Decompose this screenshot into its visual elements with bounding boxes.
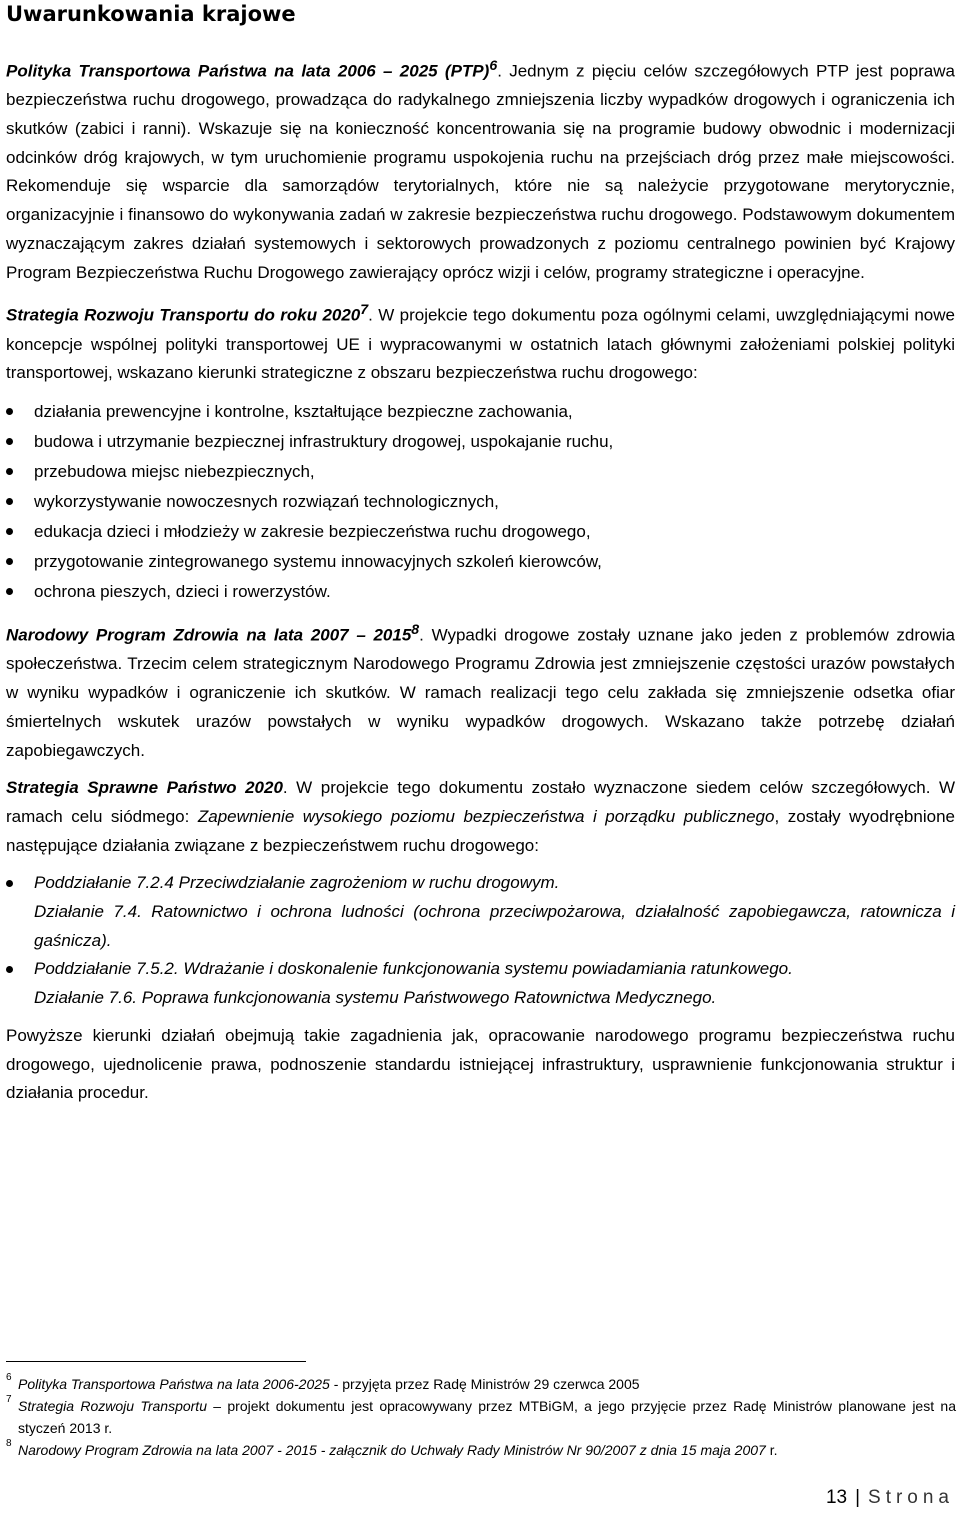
- npz-text: . Wypadki drogowe zostały uznane jako jeden z problemów zdrowia społeczeństwa. Trzecim celem strategicznym Narodowego Programu Zdrowia jest zmniejszenie częstości urazów powstałych w wyniku wypadków i ograniczenie ich skutków. W ramach realizacji tego celu zakłada się zmniejszenie odsetka ofiar śmiertelnych wskutek urazów powstałych w wyniku wypadków drogowych. Wskazano także potrzebę działań zapobiegawczych.: [6, 625, 956, 760]
- document-body: [6, 52, 955, 1117]
- list-item: wykorzystywanie nowoczesnych rozwiązań technologicznych,: [6, 487, 955, 517]
- bullet-icon: [6, 588, 13, 595]
- list-item: przebudowa miejsc niebezpiecznych,: [6, 457, 955, 487]
- bullet-icon: [6, 408, 13, 415]
- section-title: Uwarunkowania krajowe: [6, 2, 296, 26]
- bullet-icon: [6, 498, 13, 505]
- bullet-icon: [6, 468, 13, 475]
- ptp-heading: Polityka Transportowa Państwa na lata 2006 – 2025 (PTP): [6, 61, 490, 81]
- footnote-ref-6: 6: [489, 58, 498, 74]
- bullet-icon: [6, 558, 13, 565]
- list-item: budowa i utrzymanie bezpiecznej infrastruktury drogowej, uspokajanie ruchu,: [6, 427, 955, 457]
- footnote-8: 8 Narodowy Program Zdrowia na lata 2007 - 2015 - załącznik do Uchwały Rady Ministrów Nr 90/2007 z dnia 15 maja 2007 r.: [6, 1438, 778, 1458]
- ssp-goal-italic: Zapewnienie wysokiego poziomu bezpieczeństwa i porządku publicznego: [197, 806, 775, 826]
- page-number-label: Strona: [868, 1487, 954, 1508]
- ssp-text-b: , zostały wyodrębnione następujące działania związane z bezpieczeństwem ruchu drogowego:: [6, 806, 955, 855]
- list-item: działania prewencyjne i kontrolne, kształtujące bezpieczne zachowania,: [6, 397, 955, 427]
- paragraph-ptp: [6, 52, 955, 287]
- paragraph-srt: [6, 296, 955, 388]
- srt-bullet-list: [6, 397, 955, 607]
- page-number-value: 13: [825, 1487, 848, 1508]
- list-item: ochrona pieszych, dzieci i rowerzystów.: [6, 577, 955, 607]
- ssp-heading: Strategia Sprawne Państwo 2020: [6, 778, 283, 798]
- srt-heading: Strategia Rozwoju Transportu do roku 2020: [6, 305, 361, 325]
- page-number-separator: |: [855, 1487, 861, 1508]
- bullet-icon: [6, 880, 13, 887]
- footnote-ref-8: 8: [411, 622, 420, 639]
- bullet-icon: [6, 528, 13, 535]
- list-item: edukacja dzieci i młodzieży w zakresie bezpieczeństwa ruchu drogowego,: [6, 517, 955, 547]
- bullet-icon: [6, 438, 13, 445]
- ssp-text-a: . W projekcie tego dokumentu zostało wyznaczone siedem celów szczegółowych. W ramach celu siódmego:: [6, 778, 955, 826]
- srt-text: . W projekcie tego dokumentu poza ogólnymi celami, uwzględniającymi nowe koncepcje wspólnej polityki transportowej UE i wypracowanymi w ostatnich latach głównymi założeniami polskiej polityki transportowej, wskazano kierunki strategiczne z obszaru bezpieczeństwa ruchu drogowego:: [6, 305, 955, 383]
- page-number: [826, 1487, 954, 1509]
- paragraph-ssp: [6, 774, 955, 860]
- ssp-bullet-list: [6, 869, 955, 1013]
- footnote-7: 7 Strategia Rozwoju Transportu – projekt dokumentu jest opracowywany przez MTBiGM, a jego przyjęcie przez Radę Ministrów planowane jest na styczeń 2013 r.: [6, 1394, 956, 1436]
- footnotes: [6, 1373, 956, 1461]
- footnote-ref-7: 7: [360, 302, 369, 319]
- footnote-6: 6 Polityka Transportowa Państwa na lata 2006-2025 - przyjęta przez Radę Ministrów 29 czerwca 2005: [6, 1372, 640, 1392]
- paragraph-summary: Powyższe kierunki działań obejmują takie zagadnienia jak, opracowanie narodowego programu bezpieczeństwa ruchu drogowego, ujednolicenie prawa, podnoszenie standardu istniejącej infrastruktury, usprawnienie funkcjonowania struktur i działania procedur.: [6, 1025, 955, 1103]
- list-item: Poddziałanie 7.5.2. Wdrażanie i doskonalenie funkcjonowania systemu powiadamiania ratunkowego. Działanie 7.6. Poprawa funkcjonowania systemu Państwowego Ratownictwa Medycznego.: [6, 955, 955, 1012]
- paragraph-npz: [6, 616, 955, 765]
- npz-heading: Narodowy Program Zdrowia na lata 2007 – 2015: [6, 625, 412, 645]
- ptp-text: . Jednym z pięciu celów szczegółowych PTP jest poprawa bezpieczeństwa ruchu drogowego, prowadząca do radykalnego zmniejszenia liczby wypadków drogowych i ograniczenia ich skutków (zabici i ranni). Wskazuje się na konieczność koncentrowania się na programie budowy obwodnic i modernizacji odcinków dróg krajowych, w tym uruchomienie programu uspokojenia ruchu na przejściach dróg przez małe miejscowości. Rekomenduje się wsparcie dla samorządów terytorialnych, które nie są należycie przygotowane merytorycznie, organizacyjnie i finansowo do wykonywania zadań w zakresie bezpieczeństwa ruchu drogowego. Podstawowym dokumentem wyznaczającym zakres działań systemowych i sektorowych prowadzonych z poziomu centralnego powinien być Krajowy Program Bezpieczeństwa Ruchu Drogowego zawierający oprócz wizji i celów, programy strategiczne i operacyjne.: [6, 61, 955, 282]
- footnote-separator: [6, 1361, 306, 1362]
- list-item: przygotowanie zintegrowanego systemu innowacyjnych szkoleń kierowców,: [6, 547, 955, 577]
- list-item: Poddziałanie 7.2.4 Przeciwdziałanie zagrożeniom w ruchu drogowym. Działanie 7.4. Ratownictwo i ochrona ludności (ochrona przeciwpożarowa, działalność zapobiegawcza, ratownicza i gaśnicza).: [6, 869, 955, 955]
- bullet-icon: [6, 966, 13, 973]
